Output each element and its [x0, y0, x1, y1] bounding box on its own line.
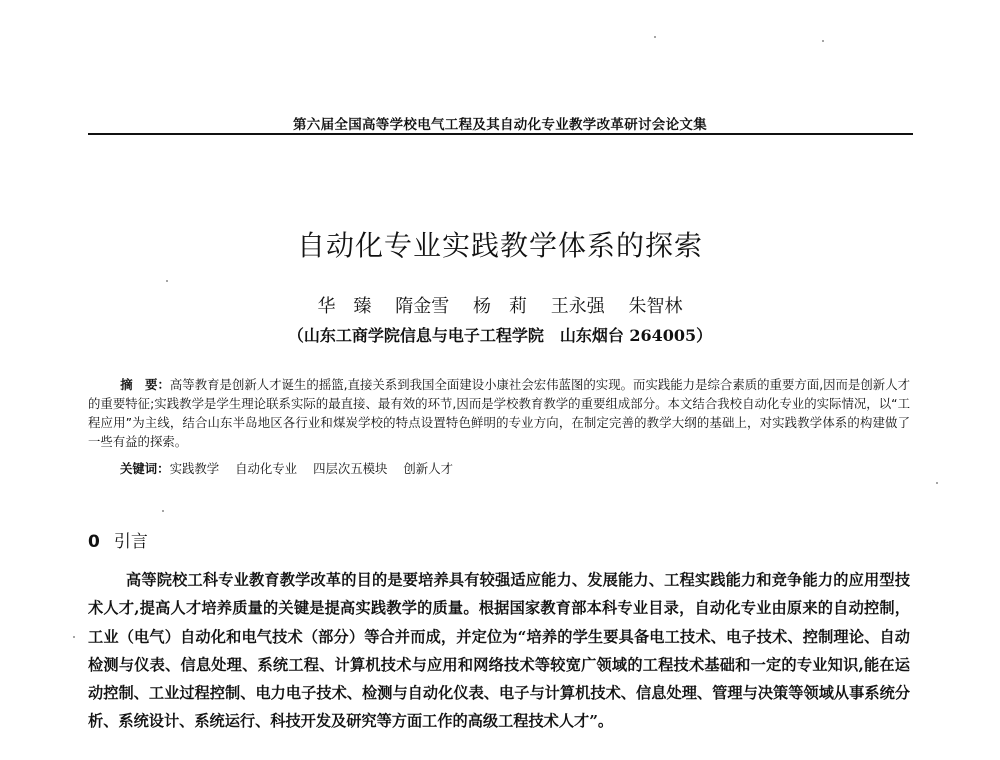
scan-speck [162, 510, 164, 512]
scan-speck [73, 636, 75, 638]
author: 王永强 [550, 296, 605, 317]
abstract-label: 摘 要： [120, 377, 170, 392]
author: 杨 莉 [473, 296, 527, 317]
section-number: 0 [88, 532, 100, 552]
author: 华 臻 [317, 296, 372, 317]
keywords-label: 关键词： [120, 461, 170, 476]
author: 隋金雪 [395, 296, 450, 317]
keyword: 四层次五模块 [313, 461, 388, 476]
author-list [88, 292, 912, 318]
scan-speck [166, 280, 168, 282]
section-title: 引言 [113, 532, 148, 552]
scan-speck [822, 40, 824, 42]
running-header: 第六届全国高等学校电气工程及其自动化专业教学改革研讨会论文集 [293, 117, 707, 133]
header-rule [88, 133, 913, 135]
keyword: 自动化专业 [235, 461, 298, 476]
paper-title: 自动化专业实践教学体系的探索 [296, 229, 703, 262]
abstract [88, 375, 910, 451]
scan-speck [936, 482, 938, 484]
affiliation: （山东工商学院信息与电子工程学院 山东烟台 264005） [287, 326, 713, 345]
section-heading [88, 527, 148, 552]
keywords [120, 459, 910, 478]
keyword: 创新人才 [403, 461, 453, 476]
abstract-text: 高等教育是创新人才诞生的摇篮,直接关系到我国全面建设小康社会宏伟蓝图的实现。而实践能力是综合素质的重要方面,因而是创新人才的重要特征;实践教学是学生理论联系实际的最直接、最有效的环节,因而是学校教育教学的重要组成部分。本文结合我校自动化专业的实际情况，以“工程应用”为主线，结合山东半岛地区各行业和煤炭学校的特点设置特色鲜明的专业方向，在制定完善的教学大纲的基础上，对实践教学体系的构建做了一些有益的探索。 [88, 377, 911, 449]
body-paragraph: 高等院校工科专业教育教学改革的目的是要培养具有较强适应能力、发展能力、工程实践能力和竞争能力的应用型技术人才,提高人才培养质量的关键是提高实践教学的质量。根据国家教育部本科专业目录，自动化专业由原来的自动控制，工业（电气）自动化和电气技术（部分）等合并而成，并定位为“培养的学生要具备电工技术、电子技术、控制理论、自动检测与仪表、信息处理、系统工程、计算机技术与应用和网络技术等较宽广领域的工程技术基础和一定的专业知识,能在运动控制、工业过程控制、电力电子技术、检测与自动化仪表、电子与计算机技术、信息处理、管理与决策等领域从事系统分析、系统设计、系统运行、科技开发及研究等方面工作的高级工程技术人才”。 [88, 571, 910, 731]
keyword: 实践教学 [169, 461, 220, 476]
author: 朱智林 [628, 296, 683, 317]
scan-speck [654, 36, 656, 38]
